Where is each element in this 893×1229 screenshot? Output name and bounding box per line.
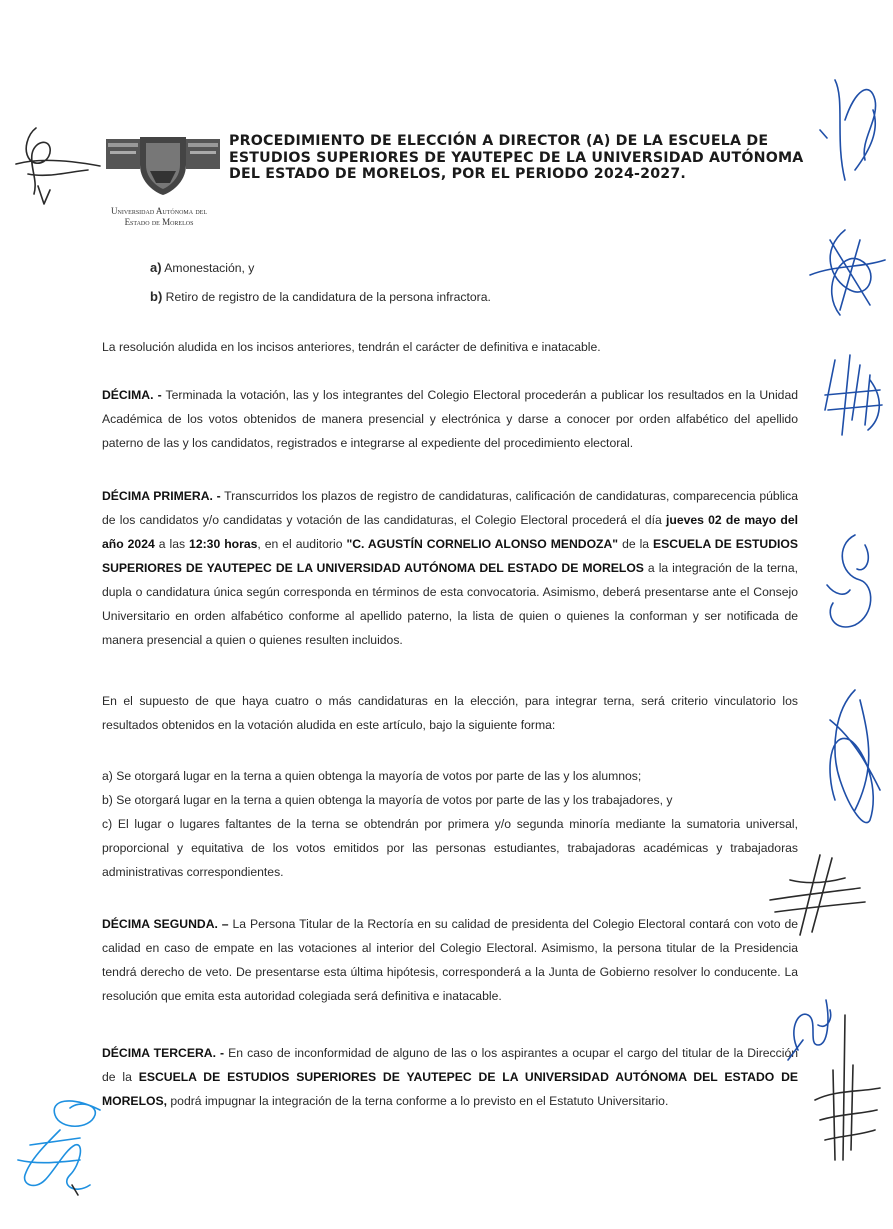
- item-text: Amonestación, y: [164, 261, 255, 275]
- right-signature-5: [810, 680, 890, 840]
- list-b: b) Se otorgará lugar en la terna a quien obtenga la mayoría de votos por parte de las y los trabajadores, y: [102, 793, 673, 807]
- article-text: a la integración de la terna, dupla o candidatura única según corresponda en términos de esta convocatoria. Asimismo, deberá presentarse ante el Consejo Universitario en orden alfabético conforme al apellido paterno, la lista de quien o quienes la conforman y ser notificada de manera presencial a quien o quienes resulten incluidos.: [102, 561, 798, 647]
- article-text: , en el auditorio: [257, 537, 347, 551]
- right-signature-2: [800, 220, 890, 330]
- list-c: c) El lugar o lugares faltantes de la terna se obtendrán por primera y/o segunda minoría mediante la sumatoria universal, proporcional y equitativa de los votos emitidos por las personas estudiantes, trabajadoras académicas y trabajadoras administrativas correspondientes.: [102, 817, 798, 879]
- left-margin-signature: [8, 120, 108, 210]
- article-text: a las: [154, 537, 190, 551]
- article-text: La Persona Titular de la Rectoría en su calidad de presidenta del Colegio Electoral contará con voto de calidad en caso de empate en las votaciones al interior del Colegio Electoral. Asimismo, la persona titular de la Presidencia tendrá derecho de veto. De presentarse esta última hipótesis, corresponderá a la Junta de Gobierno resolver lo conducente. La resolución que emita esta autoridad colegiada será definitiva e inatacable.: [102, 917, 798, 1003]
- article-heading: DÉCIMA PRIMERA. -: [102, 489, 221, 503]
- university-name-line1: Universidad Autónoma del: [111, 206, 207, 216]
- item-text: Retiro de registro de la candidatura de la persona infractora.: [165, 290, 491, 304]
- paragraph-resolucion: La resolución aludida en los incisos anteriores, tendrán el carácter de definitiva e inatacable.: [102, 340, 601, 354]
- time-text: 12:30 horas: [189, 537, 258, 551]
- article-text: de la: [618, 537, 654, 551]
- article-decima: [102, 383, 798, 455]
- university-logo: [104, 135, 222, 197]
- article-decima-tercera: [102, 1041, 798, 1113]
- item-label: b): [150, 289, 163, 304]
- university-name-line2: Estado de Morelos: [124, 217, 194, 227]
- article-heading: DÉCIMA SEGUNDA. –: [102, 917, 229, 931]
- item-label: a): [150, 260, 162, 275]
- right-signature-6: [760, 850, 870, 940]
- list-item: [150, 285, 491, 309]
- article-text: Terminada la votación, las y los integrantes del Colegio Electoral procederán a publicar los resultados en la Unidad Académica de los votos obtenidos de manera presencial y electrónica y darse a conocer por orden alfabético del apellido paterno de las y los candidatos, registrados e integrarse al expediente del procedimiento electoral.: [102, 388, 798, 450]
- paragraph-supuesto: En el supuesto de que haya cuatro o más candidaturas en la elección, para integrar terna, será criterio vinculatorio los resultados obtenidos en la votación aludida en este artículo, bajo la siguiente forma:: [102, 694, 798, 732]
- auditorium-name: "C. AGUSTÍN CORNELIO ALONSO MENDOZA": [346, 537, 619, 551]
- date-text: jueves 02 de mayo del año 2024: [102, 513, 798, 551]
- right-signature-3: [820, 350, 890, 450]
- right-signature-1: [815, 60, 890, 210]
- article-text: Transcurridos los plazos de registro de candidaturas, calificación de candidaturas, comparecencia pública de los candidatos y/o candidatas y votación de las candidaturas, el Colegio Electoral procederá el día: [102, 489, 798, 527]
- university-name: [96, 206, 222, 228]
- article-heading: DÉCIMA TERCERA. -: [102, 1046, 225, 1060]
- right-signature-4: [815, 525, 885, 645]
- document-title: PROCEDIMIENTO DE ELECCIÓN A DIRECTOR (A) DE LA ESCUELA DE ESTUDIOS SUPERIORES DE YAUTEPEC DE LA UNIVERSIDAD AUTÓNOMA DEL ESTADO DE MORELOS, POR EL PERIODO 2024-2027.: [229, 133, 804, 182]
- school-name: ESCUELA DE ESTUDIOS SUPERIORES DE YAUTEPEC DE LA UNIVERSIDAD AUTÓNOMA DEL ESTADO DE MORELOS,: [102, 1070, 798, 1108]
- bottom-left-signature: [10, 1090, 120, 1210]
- article-text: En caso de inconformidad de alguno de las o los aspirantes a ocupar el cargo del titular de la Dirección de la: [102, 1046, 798, 1084]
- article-heading: DÉCIMA. -: [102, 388, 162, 402]
- list-item: [150, 256, 254, 280]
- school-name: ESCUELA DE ESTUDIOS SUPERIORES DE YAUTEPEC DE LA UNIVERSIDAD AUTÓNOMA DEL ESTADO DE MORELOS: [102, 537, 799, 575]
- article-decima-segunda: [102, 912, 798, 1008]
- list-a: a) Se otorgará lugar en la terna a quien obtenga la mayoría de votos por parte de las y los alumnos;: [102, 769, 642, 783]
- article-decima-primera: [102, 484, 798, 652]
- article-text: podrá impugnar la integración de la terna conforme a lo previsto en el Estatuto Universitario.: [167, 1094, 669, 1108]
- right-signature-8: [805, 1010, 885, 1170]
